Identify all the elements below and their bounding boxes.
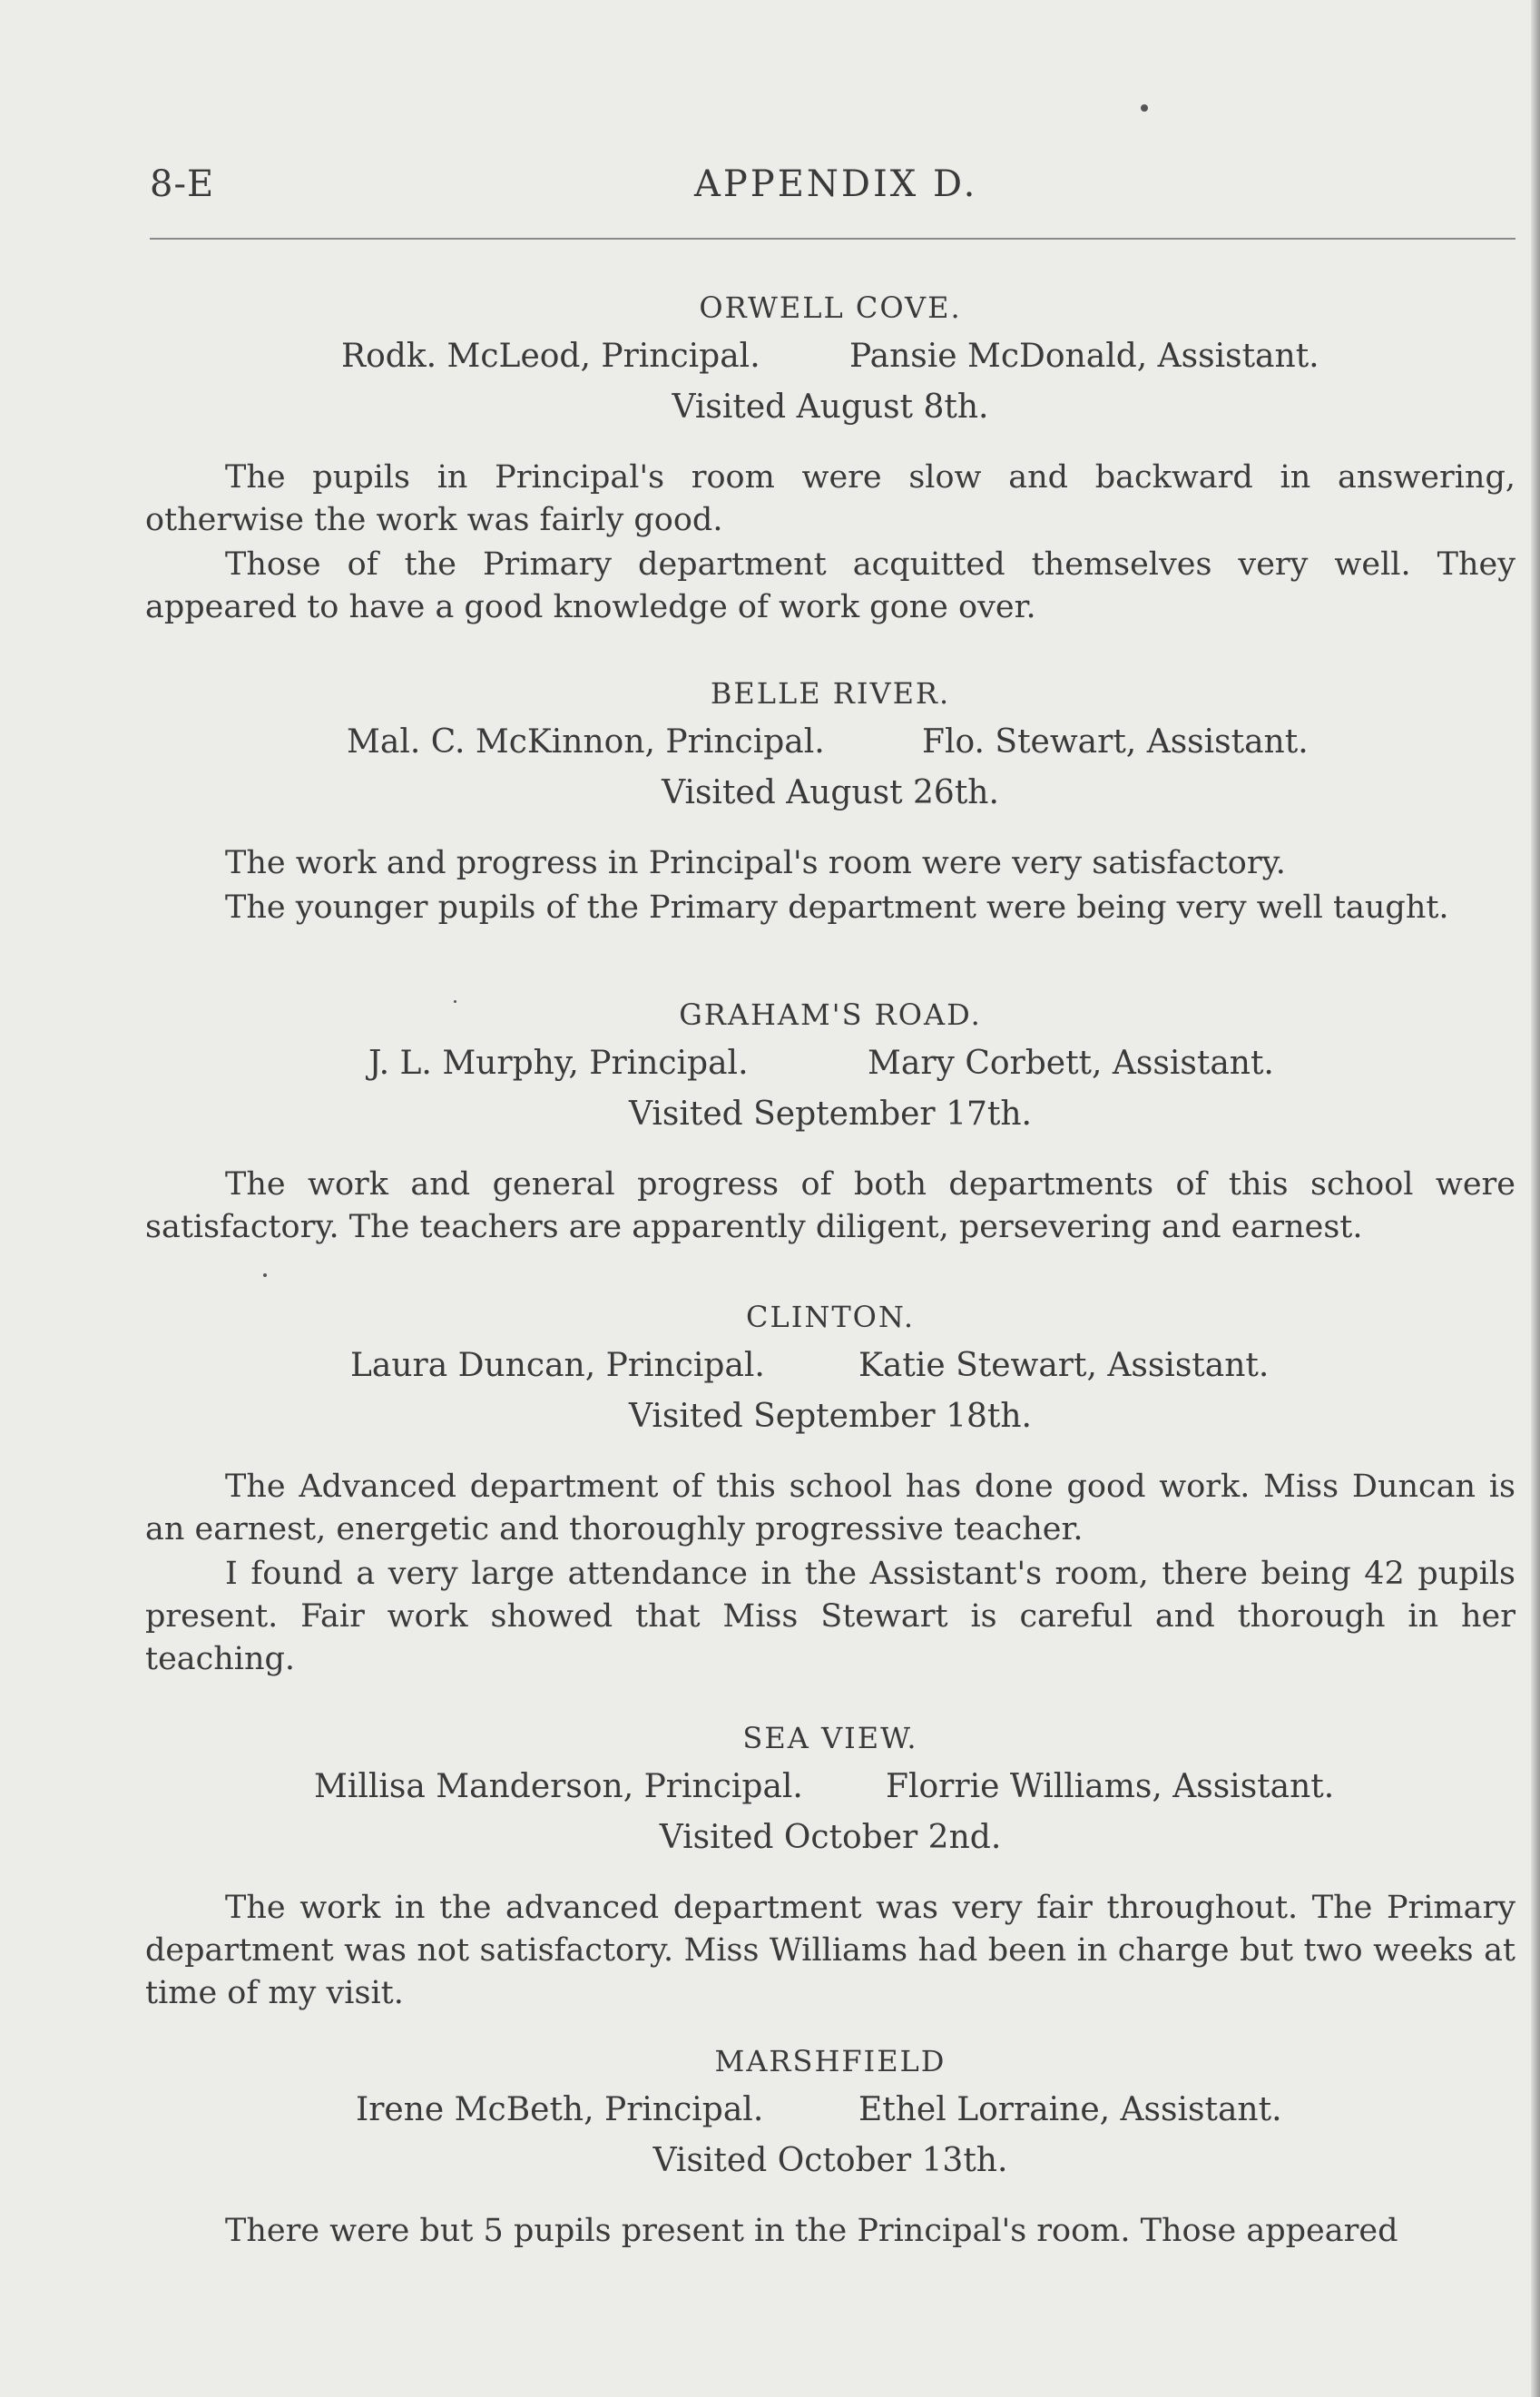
report-paragraph: The pupils in Principal's room were slow and backward in answering, otherwise the work was fairly good. [145, 459, 1515, 538]
principal-name: Mal. C. McKinnon, Principal. [347, 723, 825, 761]
staff-line [145, 2085, 1515, 2136]
principal-name: Laura Duncan, Principal. [350, 1347, 765, 1384]
school-section-belle-river [145, 670, 1515, 929]
staff-line [145, 331, 1515, 382]
school-name: CLINTON. [745, 1300, 916, 1334]
ink-speck [1141, 104, 1148, 112]
staff-line [145, 1762, 1515, 1812]
visit-date: Visited August 8th. [672, 388, 989, 426]
principal-name: Irene McBeth, Principal. [356, 2091, 764, 2128]
header-rule [150, 238, 1515, 240]
school-section-orwell-cove [145, 284, 1515, 629]
school-name: MARSHFIELD [714, 2044, 947, 2078]
page-edge-shadow [1531, 0, 1540, 2397]
running-head: APPENDIX D. [694, 163, 978, 205]
principal-name: Rodk. McLeod, Principal. [341, 338, 760, 375]
assistant-name: Ethel Lorraine, Assistant. [858, 2091, 1282, 2128]
school-name: BELLE RIVER. [710, 676, 951, 711]
report-paragraph: The work and general progress of both departments of this school were satisfactory. The teachers are apparently diligent, persevering and earnest. [145, 1166, 1515, 1245]
assistant-name: Pansie McDonald, Assistant. [849, 338, 1319, 375]
report-paragraph: The Advanced department of this school has done good work. Miss Duncan is an earnest, energetic and thoroughly progressive teacher. [145, 1469, 1515, 1547]
school-section-sea-view [145, 1714, 1515, 2015]
assistant-name: Florrie Williams, Assistant. [886, 1768, 1335, 1805]
report-paragraph: The work and progress in Principal's room were very satisfactory. [225, 845, 1286, 881]
visit-date: Visited October 2nd. [659, 1819, 1002, 1856]
staff-line [145, 1341, 1515, 1391]
staff-line [145, 1038, 1515, 1089]
principal-name: Millisa Manderson, Principal. [314, 1768, 803, 1805]
report-paragraph: The work in the advanced department was very fair throughout. The Primary department was not satisfactory. Miss Williams had been in charge but two weeks at time of my visit. [145, 1890, 1515, 2011]
visit-date: Visited September 17th. [629, 1095, 1032, 1133]
report-paragraph: The younger pupils of the Primary department were being very well taught. [225, 889, 1449, 926]
school-section-grahams-road [145, 991, 1515, 1249]
principal-name: J. L. Murphy, Principal. [368, 1045, 749, 1082]
assistant-name: Katie Stewart, Assistant. [858, 1347, 1270, 1384]
staff-line [145, 717, 1515, 768]
visit-date: Visited October 13th. [652, 2142, 1008, 2179]
report-paragraph: There were but 5 pupils present in the Principal's room. Those appeared [225, 2213, 1398, 2249]
assistant-name: Flo. Stewart, Assistant. [922, 723, 1309, 761]
report-paragraph: Those of the Primary department acquitted themselves very well. They appeared to have a good knowledge of work gone over. [145, 546, 1515, 625]
page-number: 8-E [150, 163, 215, 205]
visit-date: Visited August 26th. [662, 774, 999, 811]
school-name: GRAHAM'S ROAD. [679, 997, 982, 1032]
visit-date: Visited September 18th. [629, 1398, 1032, 1435]
school-section-clinton [145, 1293, 1515, 1681]
report-paragraph: I found a very large attendance in the Assistant's room, there being 42 pupils present. Fair work showed that Miss Stewart is careful and thorough in her teaching. [145, 1556, 1515, 1677]
school-section-marshfield [145, 2038, 1515, 2253]
school-name: SEA VIEW. [742, 1721, 918, 1755]
page-header [150, 163, 1511, 218]
ink-speck [263, 1273, 267, 1277]
assistant-name: Mary Corbett, Assistant. [868, 1045, 1274, 1082]
school-name: ORWELL COVE. [699, 290, 962, 325]
